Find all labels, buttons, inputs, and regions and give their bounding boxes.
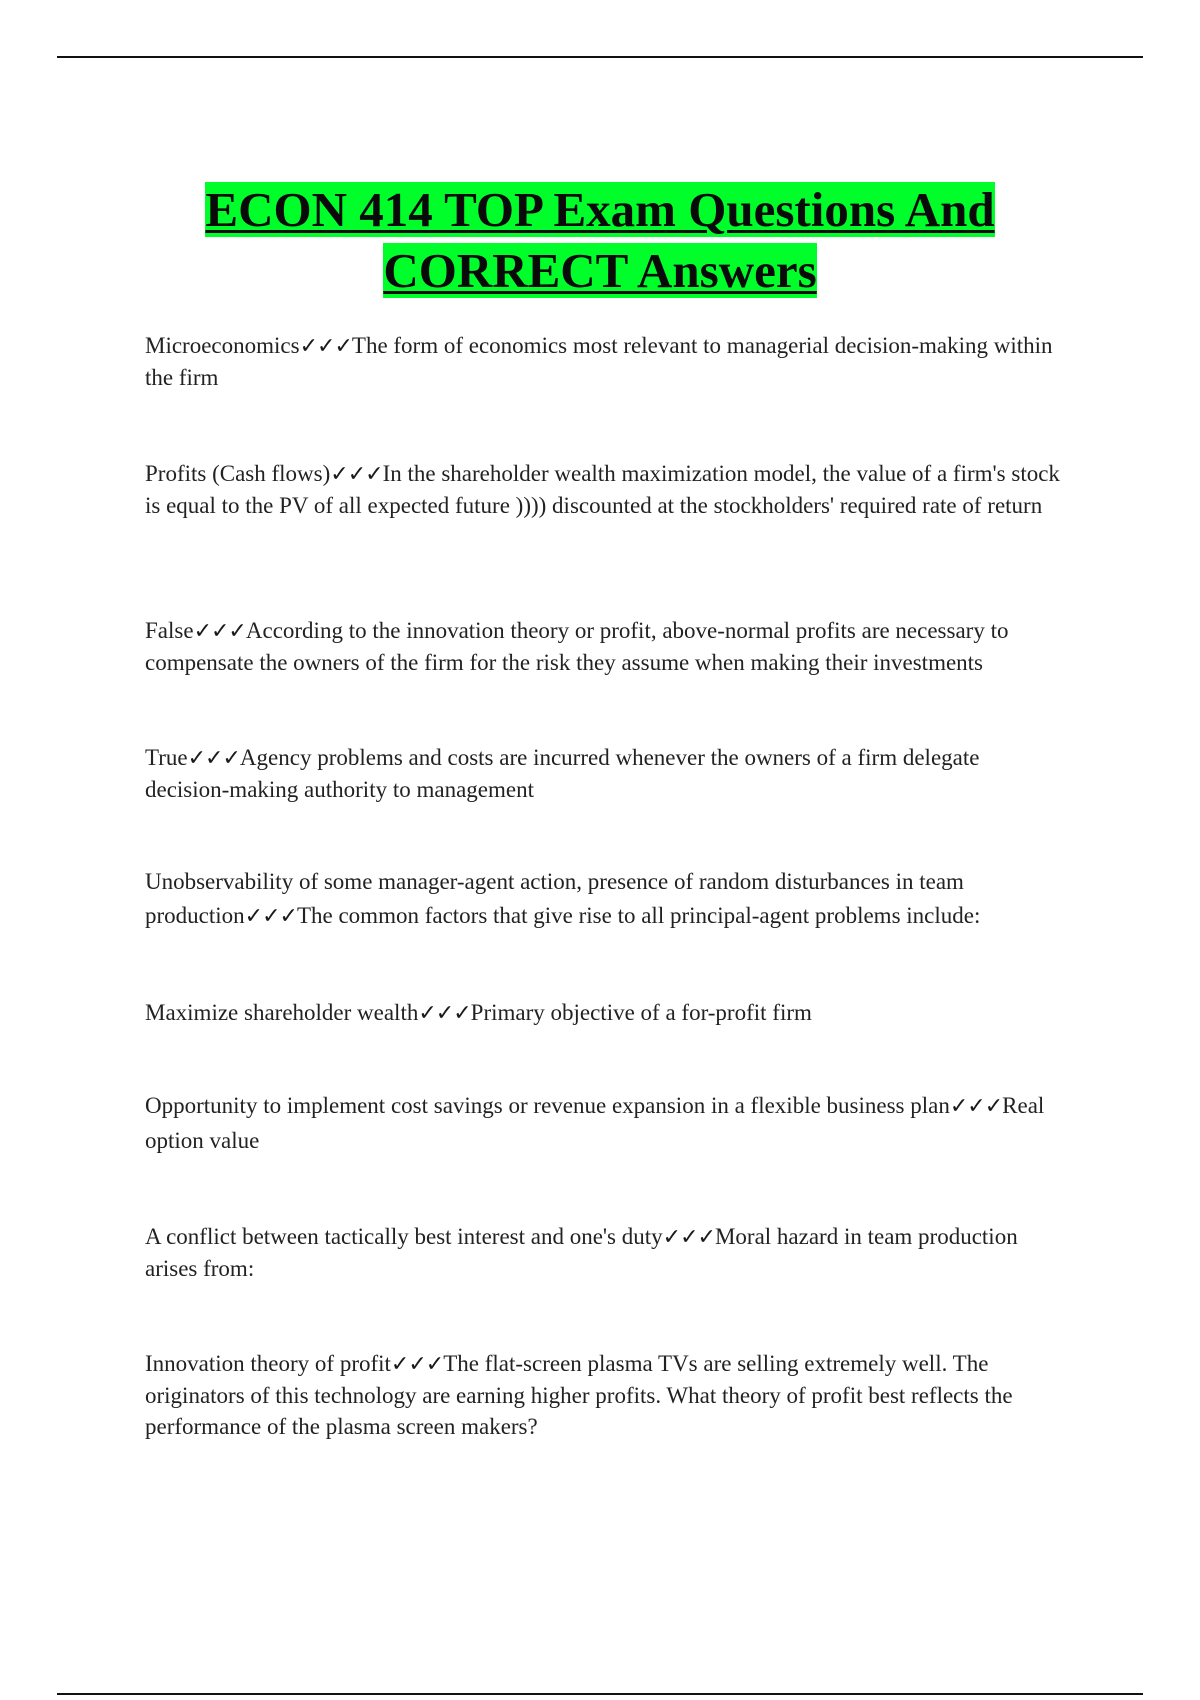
answer-text: Unobservability of some manager-agent action, presence of random disturbances in team production — [145, 869, 964, 928]
qa-item — [145, 615, 1065, 678]
answer-text: Opportunity to implement cost savings or revenue expansion in a flexible business plan — [145, 1093, 950, 1118]
checkmark-icon: ✓✓✓ — [330, 462, 383, 487]
question-text: Moral hazard in team production arises from: — [145, 1224, 1018, 1281]
checkmark-icon: ✓✓✓ — [662, 1225, 715, 1250]
top-divider — [57, 56, 1143, 58]
checkmark-icon: ✓✓✓ — [418, 1001, 471, 1026]
checkmark-icon: ✓✓✓ — [390, 1352, 444, 1377]
document-title — [100, 179, 1100, 301]
qa-item — [145, 330, 1065, 393]
question-text: The flat-screen plasma TVs are selling extremely well. The originators of this technology are earning higher profits. What theory of profit best reflects the performance of the plasma screen makers? — [145, 1351, 1013, 1439]
answer-text: Maximize shareholder wealth — [145, 1000, 419, 1025]
qa-item — [145, 1348, 1065, 1442]
qa-item — [145, 1221, 1065, 1284]
question-text: The common factors that give rise to all principal-agent problems include: — [296, 903, 981, 928]
qa-item — [145, 997, 1065, 1029]
qa-item — [145, 458, 1065, 521]
checkmark-icon: ✓✓✓ — [193, 619, 246, 644]
answer-text: Microeconomics — [145, 333, 300, 358]
qa-item — [145, 865, 1065, 934]
answer-text: True — [145, 745, 188, 770]
question-text: Real option value — [145, 1093, 1045, 1153]
checkmark-icon: ✓✓✓ — [187, 746, 240, 771]
answer-text: A conflict between tactically best interest and one's duty — [145, 1224, 663, 1249]
title-line-1: ECON 414 TOP Exam Questions And — [205, 181, 995, 237]
question-text: According to the innovation theory or profit, above-normal profits are necessary to compensate the owners of the firm for the risk they assume when making their investments — [145, 618, 1009, 675]
question-text: In the shareholder wealth maximization model, the value of a firm's stock is equal to the PV of all expected future )))) discounted at the stockholders' required rate of return — [145, 461, 1060, 518]
answer-text: Profits (Cash flows) — [145, 461, 331, 486]
bottom-divider — [57, 1693, 1143, 1695]
qa-item — [145, 1089, 1065, 1158]
question-text: Primary objective of a for-profit firm — [470, 1000, 812, 1025]
checkmark-icon: ✓✓✓ — [949, 1094, 1003, 1119]
answer-text: False — [145, 618, 194, 643]
title-line-2: CORRECT Answers — [383, 242, 817, 298]
checkmark-icon: ✓✓✓ — [299, 334, 352, 359]
question-text: The form of economics most relevant to managerial decision-making within the firm — [145, 333, 1053, 390]
answer-text: Innovation theory of profit — [145, 1351, 391, 1376]
checkmark-icon: ✓✓✓ — [244, 904, 297, 929]
qa-item — [145, 742, 1065, 805]
question-text: Agency problems and costs are incurred whenever the owners of a firm delegate decision-making authority to management — [145, 745, 980, 802]
